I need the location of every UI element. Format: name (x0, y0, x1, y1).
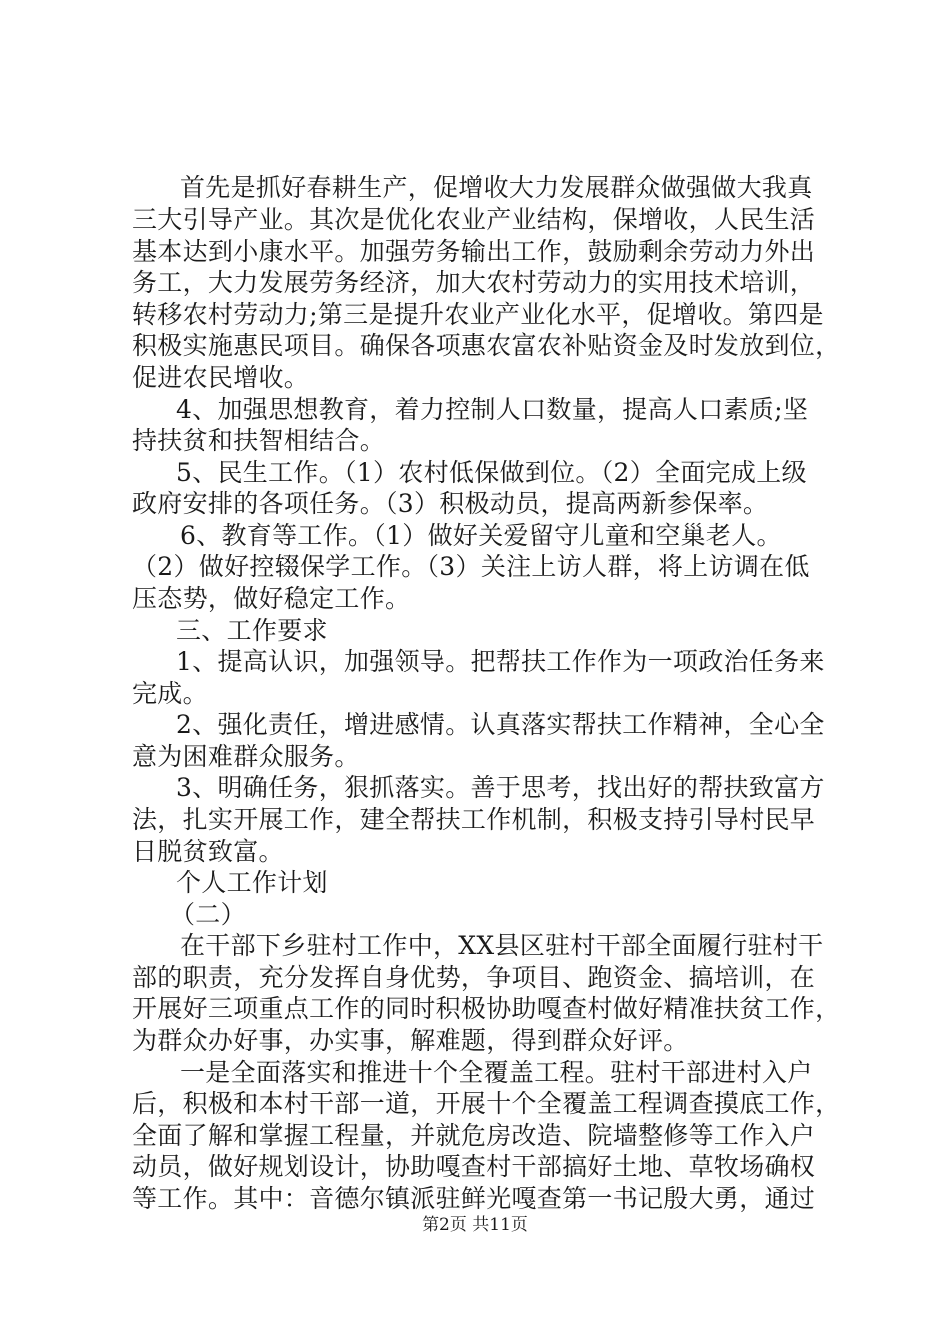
text-line: 政府安排的各项任务。（3）积极动员，提高两新参保率。 (132, 489, 769, 518)
text-line: 2、强化责任，增进感情。认真落实帮扶工作精神，全心全 (176, 710, 825, 739)
text-line: 6、教育等工作。（1）做好关爱留守儿童和空巢老人。 (180, 521, 782, 550)
text-line: 完成。 (132, 679, 208, 708)
text-line: 1、提高认识，加强领导。把帮扶工作作为一项政治任务来 (176, 647, 825, 676)
section-heading: 个人工作计划 (176, 868, 328, 897)
text-line: 3、明确任务，狠抓落实。善于思考，找出好的帮扶致富方 (176, 773, 825, 802)
text-line: 为群众办好事，办实事，解难题，得到群众好评。 (132, 1026, 689, 1055)
text-line: 动员，做好规划设计，协助嘎查村干部搞好土地、草牧场确权 (132, 1152, 816, 1181)
text-line: 基本达到小康水平。加强劳务输出工作，鼓励剩余劳动力外出 (132, 237, 816, 266)
text-line: 在干部下乡驻村工作中，XX县区驻村干部全面履行驻村干 (180, 931, 824, 960)
page-number-footer: 第2页 共11页 (422, 1215, 528, 1235)
text-line: 首先是抓好春耕生产，促增收大力发展群众做强做大我真 (180, 173, 813, 202)
text-line: 开展好三项重点工作的同时积极协助嘎查村做好精准扶贫工作， (132, 994, 841, 1023)
section-heading: 三、工作要求 (176, 616, 328, 645)
text-line: 三大引导产业。其次是优化农业产业结构，保增收，人民生活 (132, 205, 816, 234)
section-subheading: （二） (170, 900, 246, 929)
text-line: 全面了解和掌握工程量，并就危房改造、院墙整修等工作入户 (132, 1121, 816, 1150)
text-line: 等工作。其中：音德尔镇派驻鲜光嘎查第一书记殷大勇，通过 (132, 1184, 816, 1213)
text-line: （2）做好控辍保学工作。（3）关注上访人群，将上访调在低 (132, 552, 810, 581)
text-line: 4、加强思想教育，着力控制人口数量，提高人口素质;坚 (176, 395, 809, 424)
text-line: 法，扎实开展工作，建全帮扶工作机制，积极支持引导村民早 (132, 805, 816, 834)
text-line: 压态势，做好稳定工作。 (132, 584, 411, 613)
text-line: 5、民生工作。（1）农村低保做到位。（2）全面完成上级 (176, 458, 807, 487)
text-line: 促进农民增收。 (132, 363, 310, 392)
text-line: 转移农村劳动力;第三是提升农业产业化水平，促增收。第四是 (132, 300, 824, 329)
text-line: 部的职责，充分发挥自身优势，争项目、跑资金、搞培训，在 (132, 963, 816, 992)
text-line: 积极实施惠民项目。确保各项惠农富农补贴资金及时发放到位， (132, 331, 841, 360)
text-line: 务工，大力发展劳务经济，加大农村劳动力的实用技术培训， (132, 268, 816, 297)
text-line: 一是全面落实和推进十个全覆盖工程。驻村干部进村入户 (180, 1058, 813, 1087)
text-line: 持扶贫和扶智相结合。 (132, 426, 386, 455)
text-line: 日脱贫致富。 (132, 837, 284, 866)
text-line: 后，积极和本村干部一道，开展十个全覆盖工程调查摸底工作， (132, 1089, 841, 1118)
text-line: 意为困难群众服务。 (132, 742, 360, 771)
